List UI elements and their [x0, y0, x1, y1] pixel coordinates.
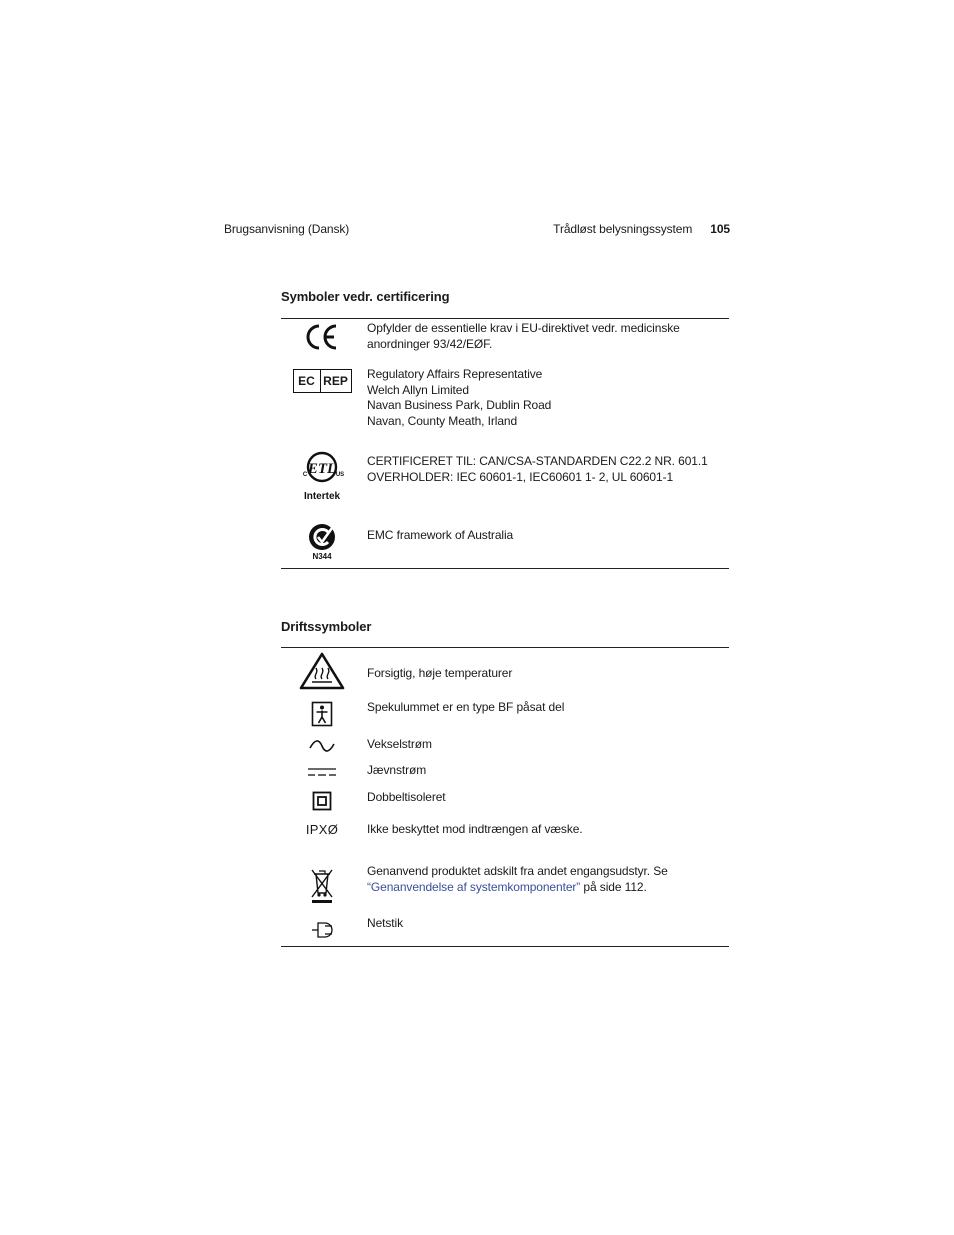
text-line: Opfylder de essentielle krav i EU-direktivet vedr. medicinske	[367, 321, 680, 335]
double-insulated-icon	[281, 791, 363, 811]
text-line: Ikke beskyttet mod indtrængen af væske.	[367, 822, 583, 836]
cross-reference-link[interactable]: “Genanvendelse af systemkomponenter”	[367, 879, 581, 894]
text-line: CERTIFICERET TIL: CAN/CSA-STANDARDEN C22.2 NR. 601.1	[367, 454, 708, 468]
ce-mark-icon	[281, 322, 363, 352]
text-fragment: på side 112.	[580, 879, 647, 894]
table-top-rule	[281, 318, 729, 319]
text-line: Dobbeltisoleret	[367, 790, 446, 804]
table-bottom-rule	[281, 946, 729, 947]
etl-intertek-icon	[281, 446, 363, 504]
rep-label: REP	[323, 374, 348, 388]
ipx0-icon	[281, 822, 363, 837]
text-line: Spekulummet er en type BF påsat del	[367, 700, 565, 714]
table-top-rule	[281, 647, 729, 648]
direct-current-icon	[281, 766, 363, 778]
text-line: Navan Business Park, Dublin Road	[367, 398, 552, 412]
page-number: 105	[710, 222, 730, 236]
text-line: OVERHOLDER: IEC 60601-1, IEC60601 1- 2, UL 60601-1	[367, 469, 674, 484]
intertek-label: Intertek	[303, 491, 341, 502]
ec-label: EC	[294, 370, 321, 392]
svg-text:ETL: ETL	[307, 461, 337, 477]
hot-surface-warning-icon	[281, 651, 363, 691]
text-line: Genanvend produktet adskilt fra andet engangsudstyr. Se	[367, 864, 668, 878]
mains-plug-icon	[281, 920, 363, 940]
text-line: EMC framework of Australia	[367, 528, 514, 542]
running-header-left: Brugsanvisning (Dansk)	[224, 222, 350, 236]
c-tick-code: N344	[312, 552, 332, 561]
text-line: Netstik	[367, 916, 403, 930]
ec-rep-icon	[281, 369, 363, 393]
etl-us-label: US	[335, 472, 345, 478]
c-tick-icon	[281, 522, 363, 562]
text-line: Regulatory Affairs Representative	[367, 367, 543, 381]
ipx0-symbol-text: IPXØ	[305, 822, 339, 837]
text-line: anordninger 93/42/EØF.	[367, 336, 493, 351]
text-line: Forsigtig, høje temperaturer	[367, 666, 513, 680]
etl-c-label: C	[302, 472, 308, 478]
text-line: Navan, County Meath, Irland	[367, 413, 518, 428]
text-line: Vekselstrøm	[367, 737, 432, 751]
text-line: Jævnstrøm	[367, 763, 427, 777]
product-name: Trådløst belysningssystem	[553, 222, 693, 236]
table-bottom-rule	[281, 568, 729, 569]
type-bf-applied-part-icon	[281, 701, 363, 727]
weee-recycle-icon	[281, 866, 363, 904]
section-title-certification: Symboler vedr. certificering	[281, 289, 450, 304]
alternating-current-icon	[281, 738, 363, 754]
section-title-operation: Driftssymboler	[281, 619, 372, 634]
running-header-right	[553, 222, 730, 236]
text-line: Welch Allyn Limited	[367, 382, 469, 397]
